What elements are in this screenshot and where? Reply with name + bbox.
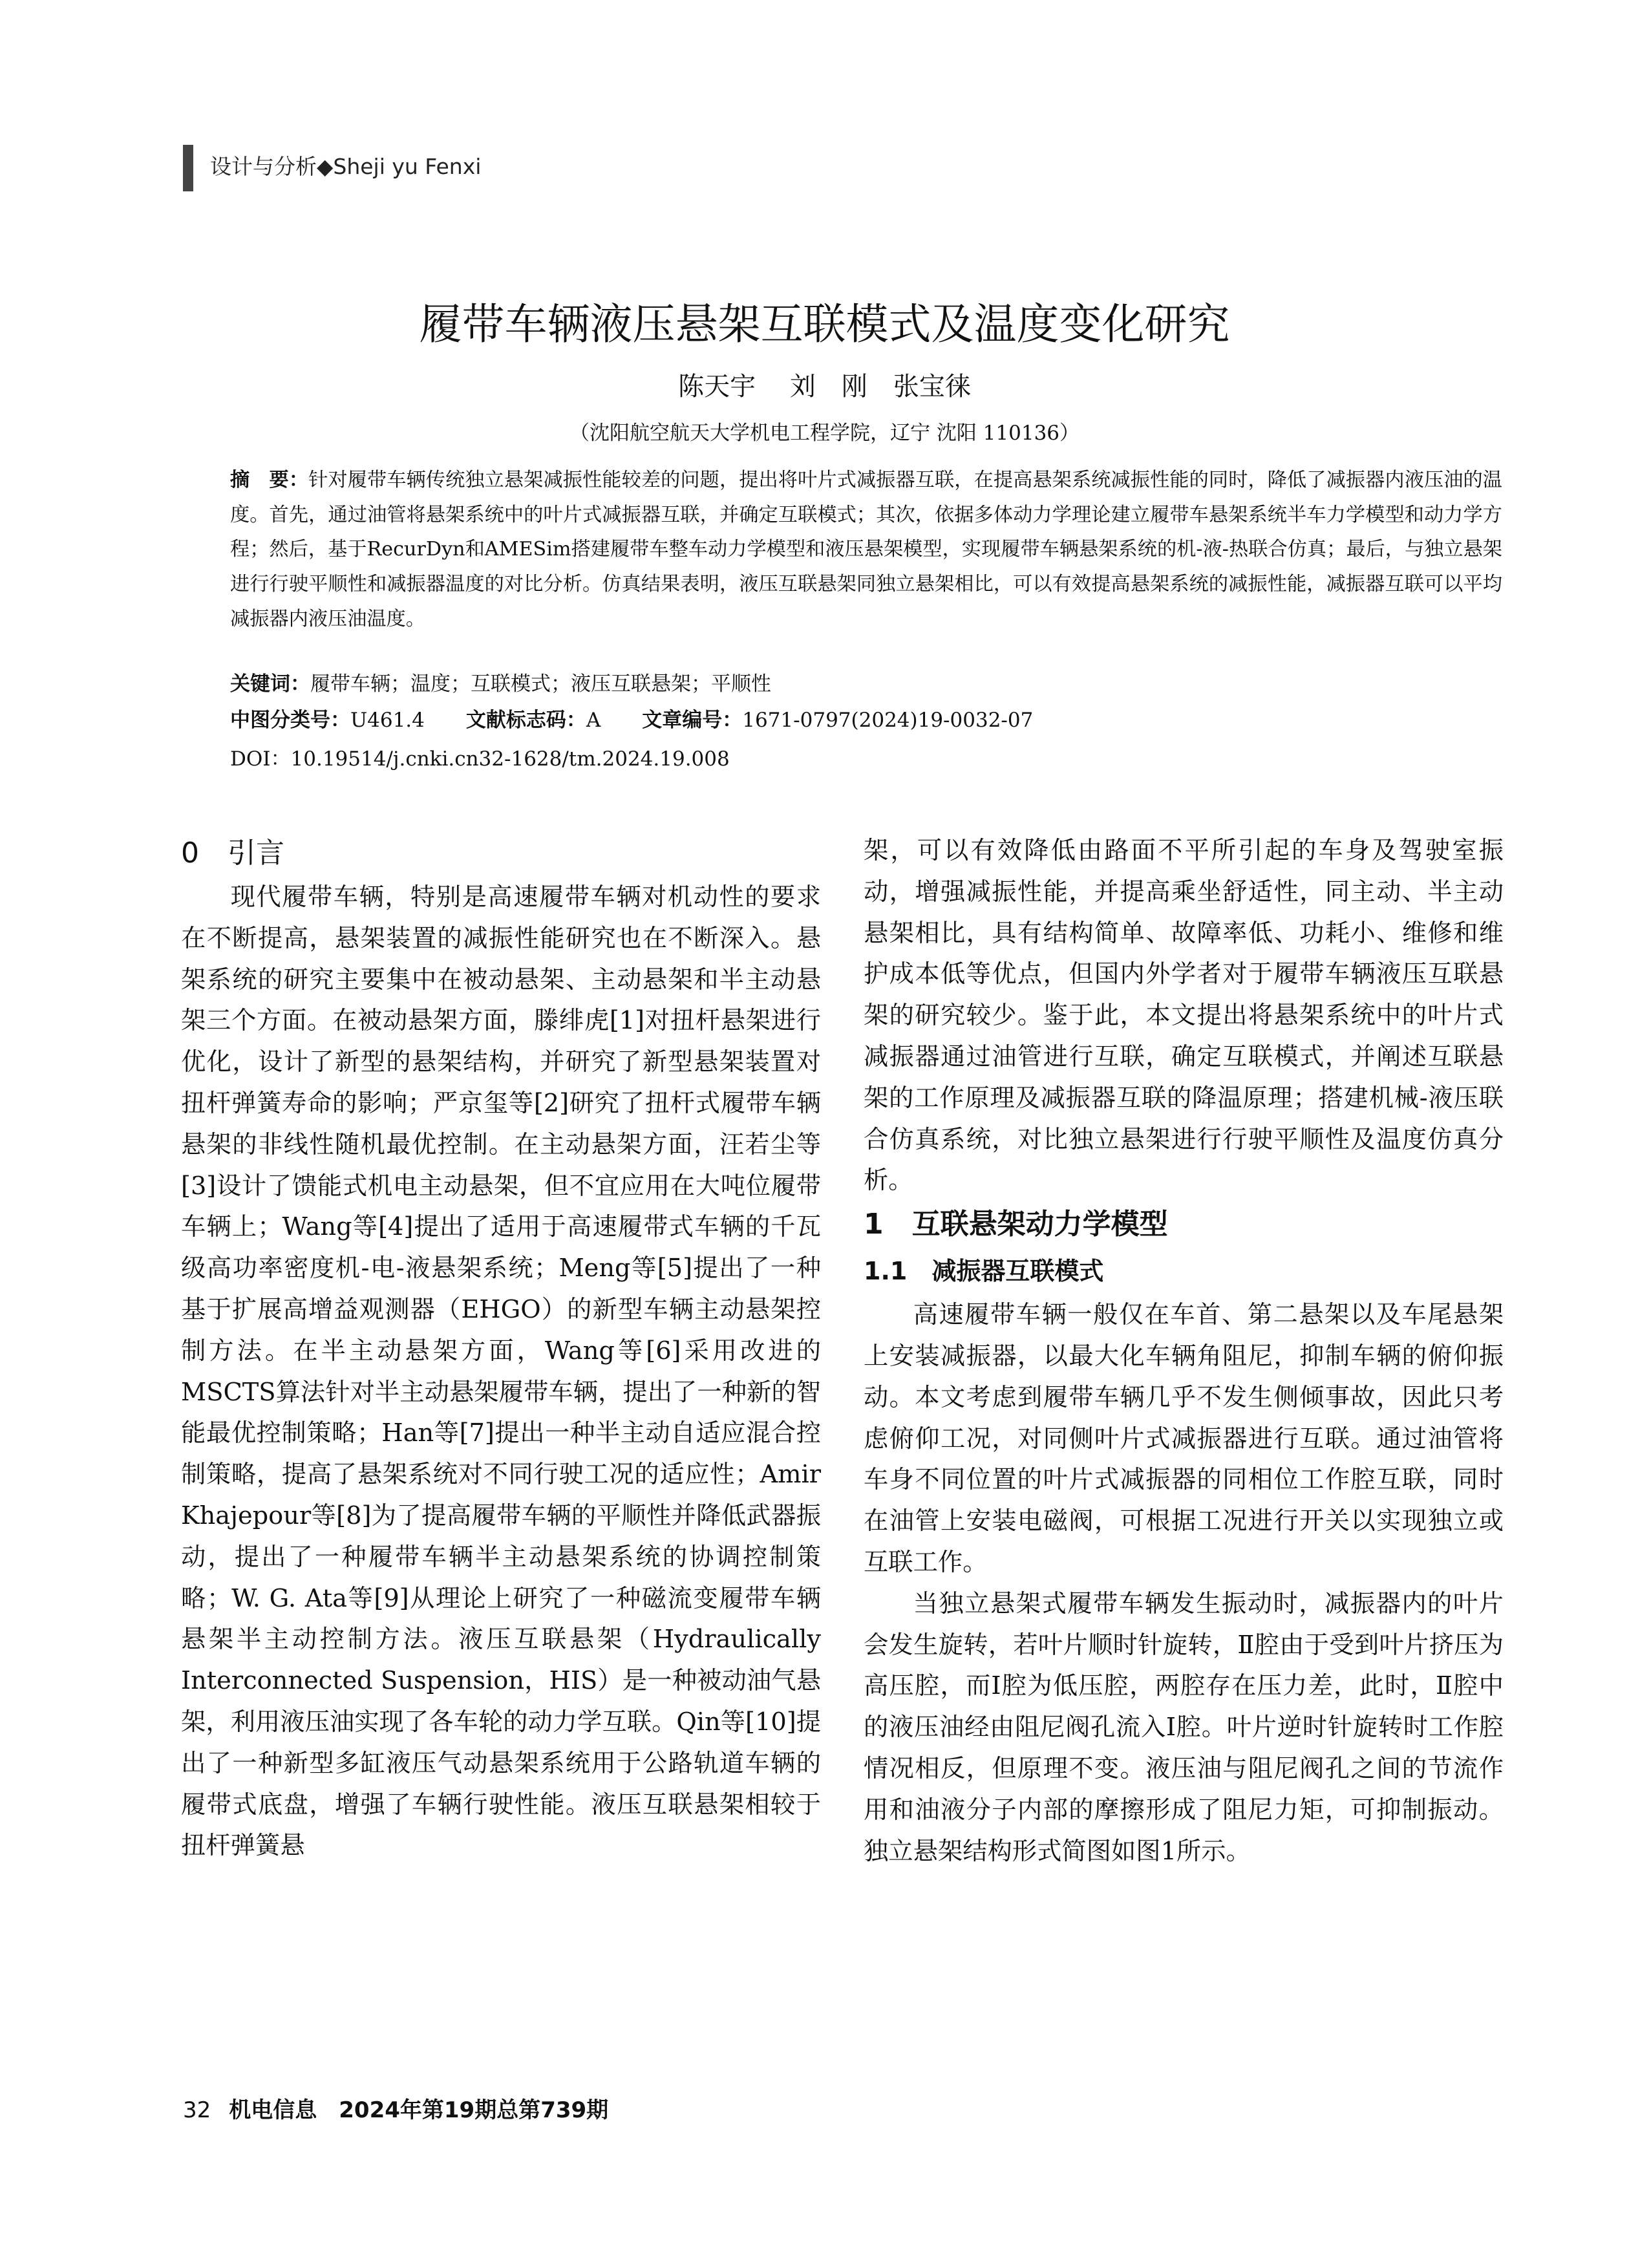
doi-value: 10.19514/j.cnki.cn32-1628/tm.2024.19.008 [290, 747, 730, 771]
body-paragraph: 高速履带车辆一般仅在车首、第二悬架以及车尾悬架上安装减振器，以最大化车辆角阻尼，抑制车辆的俯仰振动。本文考虑到履带车辆几乎不发生侧倾事故，因此只考虑俯仰工况，对同侧叶片式减振器进行互联。通过油管将车身不同位置的叶片式减振器的同相位工作腔互联，同时在油管上安装电磁阀，可根据工况进行开关以实现独立或互联工作。 [864, 1300, 1504, 1577]
affiliation: （沈阳航空航天大学机电工程学院，辽宁 沈阳 110136） [569, 422, 1080, 445]
journal-info: 机电信息 2024年第19期总第739期 [229, 2097, 609, 2123]
abstract [230, 463, 1502, 637]
paper-title: 履带车辆液压悬架互联模式及温度变化研究 [419, 299, 1230, 349]
authors: 陈天宇 刘 刚 张宝徕 [678, 372, 971, 401]
page-number: 32 [183, 2097, 211, 2123]
body-paragraph: 现代履带车辆，特别是高速履带车辆对机动性的要求在不断提高，悬架装置的减振性能研究也在不断深入。悬架系统的研究主要集中在被动悬架、主动悬架和半主动悬架三个方面。在被动悬架方面，滕绯虎[1]对扭杆悬架进行优化，设计了新型的悬架结构，并研究了新型悬架装置对扭杆弹簧寿命的影响；严京玺等[2]研究了扭杆式履带车辆悬架的非线性随机最优控制。在主动悬架方面，汪若尘等[3]设计了馈能式机电主动悬架，但不宜应用在大吨位履带车辆上；Wang等[4]提出了适用于高速履带式车辆的千瓦级高功率密度机-电-液悬架系统；Meng等[5]提出了一种基于扩展高增益观测器（EHGO）的新型车辆主动悬架控制方法。在半主动悬架方面，Wang等[6]采用改进的MSCTS算法针对半主动悬架履带车辆，提出了一种新的智能最优控制策略；Han等[7]提出一种半主动自适应混合控制策略，提高了悬架系统对不同行驶工况的适应性；Amir Khajepour等[8]为了提高履带车辆的平顺性并降低武器振动，提出了一种履带车辆半主动悬架系统的协调控制策略；W. G. Ata等[9]从理论上研究了一种磁流变履带车辆悬架半主动控制方法。液压互联悬架（Hydraulically Interconnected Suspension，HIS）是一种被动油气悬架，利用液压油实现了各车轮的动力学互联。Qin等[10]提出了一种新型多缸液压气动悬架系统用于公路轨道车辆的履带式底盘，增强了车辆行驶性能。液压互联悬架相较于扭杆弹簧悬 [181, 883, 821, 1861]
subsection-heading: 1.1 减振器互联模式 [864, 1257, 1104, 1286]
clc-value: U461.4 [350, 709, 425, 732]
article-value: 1671-0797(2024)19-0032-07 [742, 709, 1034, 732]
clc-label: 中图分类号： [230, 709, 350, 732]
body-paragraph: 架，可以有效降低由路面不平所引起的车身及驾驶室振动，增强减振性能，并提高乘坐舒适性，同主动、半主动悬架相比，具有结构简单、故障率低、功耗小、维修和维护成本低等优点，但国内外学者对于履带车辆液压互联悬架的研究较少。鉴于此，本文提出将悬架系统中的叶片式减振器通过油管进行互联，确定互联模式，并阐述互联悬架的工作原理及减振器互联的降温原理；搭建机械-液压联合仿真系统，对比独立悬架进行行驶平顺性及温度仿真分析。 [864, 836, 1504, 1195]
column-left [181, 830, 821, 1867]
abstract-label: 摘 要： [230, 469, 309, 491]
section-heading: 0 引言 [181, 837, 284, 870]
classification [230, 703, 1033, 733]
doc-value: A [586, 709, 601, 732]
section-label: 设计与分析◆Sheji yu Fenxi [210, 154, 482, 179]
doi [230, 742, 730, 771]
keywords-text: 履带车辆；温度；互联模式；液压互联悬架；平顺性 [310, 672, 771, 696]
article-label: 文章编号： [642, 709, 743, 732]
column-right [864, 830, 1504, 1872]
keywords-label: 关键词： [230, 672, 310, 696]
page-footer [183, 2092, 608, 2124]
body-paragraph: 当独立悬架式履带车辆发生振动时，减振器内的叶片会发生旋转，若叶片顺时针旋转，Ⅱ腔由于受到叶片挤压为高压腔，而Ⅰ腔为低压腔，两腔存在压力差，此时，Ⅱ腔中的液压油经由阻尼阀孔流入Ⅰ腔。叶片逆时针旋转时工作腔情况相反，但原理不变。液压油与阻尼阀孔之间的节流作用和油液分子内部的摩擦形成了阻尼力矩，可抑制振动。独立悬架结构形式简图如图1所示。 [864, 1589, 1504, 1866]
doi-label: DOI： [230, 747, 291, 771]
section-heading: 1 互联悬架动力学模型 [864, 1208, 1168, 1241]
header-bar [183, 145, 193, 191]
doc-label: 文献标志码： [465, 709, 586, 732]
keywords [230, 667, 771, 696]
abstract-text: 针对履带车辆传统独立悬架减振性能较差的问题，提出将叶片式减振器互联，在提高悬架系统减振性能的同时，降低了减振器内液压油的温度。首先，通过油管将悬架系统中的叶片式减振器互联，并确定互联模式；其次，依据多体动力学理论建立履带车悬架系统半车力学模型和动力学方程；然后，基于RecurDyn和AMESim搭建履带车整车动力学模型和液压悬架模型，实现履带车辆悬架系统的机-液-热联合仿真；最后，与独立悬架进行行驶平顺性和减振器温度的对比分析。仿真结果表明，液压互联悬架同独立悬架相比，可以有效提高悬架系统的减振性能，减振器互联可以平均减振器内液压油温度。 [230, 469, 1502, 630]
